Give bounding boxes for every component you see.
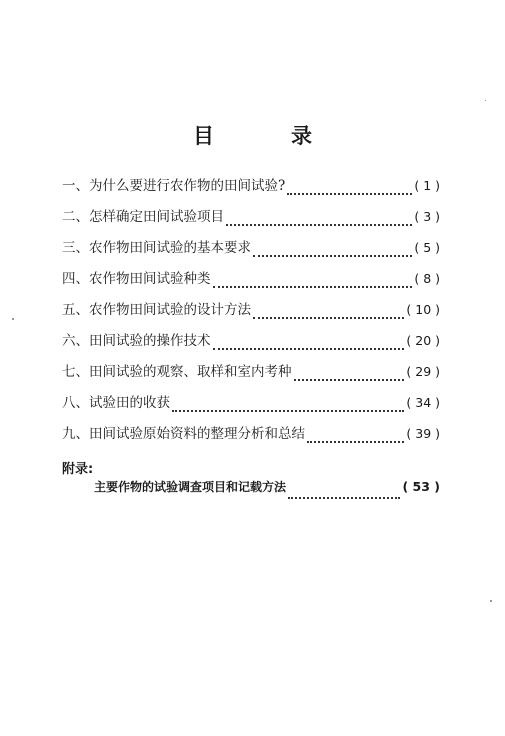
toc-entry[interactable] bbox=[62, 298, 440, 329]
scan-speck bbox=[12, 318, 14, 320]
dot-leader bbox=[294, 379, 405, 381]
appendix-entry-label: 主要作物的试验调查项目和记载方法 bbox=[94, 480, 287, 494]
toc-entry[interactable] bbox=[62, 422, 440, 453]
toc-entry[interactable] bbox=[62, 205, 440, 236]
page-title: 目 录 bbox=[193, 124, 340, 148]
table-of-contents bbox=[62, 174, 440, 453]
toc-entry-label: 四、农作物田间试验种类 bbox=[62, 271, 211, 287]
scan-speck bbox=[490, 600, 492, 602]
dot-leader bbox=[307, 441, 404, 443]
toc-entry-label: 八、试验田的收获 bbox=[62, 395, 170, 411]
appendix-entry-page: ( 53 ) bbox=[402, 479, 440, 494]
scan-speck bbox=[485, 100, 486, 101]
toc-entry-label: 五、农作物田间试验的设计方法 bbox=[62, 302, 251, 318]
toc-entry-label: 七、田间试验的观察、取样和室内考种 bbox=[62, 364, 292, 380]
toc-entry[interactable] bbox=[62, 360, 440, 391]
toc-entry-page: ( 20 ) bbox=[406, 333, 440, 348]
toc-entry-page: ( 10 ) bbox=[406, 302, 440, 317]
toc-entry-page: ( 1 ) bbox=[414, 178, 440, 193]
toc-entry-page: ( 5 ) bbox=[414, 240, 440, 255]
toc-entry-page: ( 29 ) bbox=[406, 364, 440, 379]
toc-entry-page: ( 3 ) bbox=[414, 209, 440, 224]
toc-entry-label: 三、农作物田间试验的基本要求 bbox=[62, 240, 251, 256]
toc-entry[interactable] bbox=[62, 174, 440, 205]
toc-entry[interactable] bbox=[62, 329, 440, 360]
appendix-list bbox=[94, 478, 440, 509]
toc-entry-page: ( 34 ) bbox=[406, 395, 440, 410]
appendix-heading: 附录: bbox=[62, 462, 94, 477]
dot-leader bbox=[226, 224, 412, 226]
dot-leader bbox=[288, 497, 400, 499]
dot-leader bbox=[287, 193, 412, 195]
toc-entry[interactable] bbox=[62, 236, 440, 267]
toc-entry[interactable] bbox=[62, 267, 440, 298]
appendix-entry[interactable] bbox=[94, 478, 440, 509]
dot-leader bbox=[213, 348, 405, 350]
toc-entry-page: ( 39 ) bbox=[406, 426, 440, 441]
toc-entry-label: 二、怎样确定田间试验项目 bbox=[62, 209, 224, 225]
toc-entry-label: 一、为什么要进行农作物的田间试验? bbox=[62, 178, 286, 194]
dot-leader bbox=[213, 286, 413, 288]
toc-entry-label: 九、田间试验原始资料的整理分析和总结 bbox=[62, 426, 305, 442]
dot-leader bbox=[253, 255, 412, 257]
toc-entry-page: ( 8 ) bbox=[414, 271, 440, 286]
toc-entry-label: 六、田间试验的操作技术 bbox=[62, 333, 211, 349]
dot-leader bbox=[253, 317, 404, 319]
dot-leader bbox=[172, 410, 404, 412]
toc-entry[interactable] bbox=[62, 391, 440, 422]
